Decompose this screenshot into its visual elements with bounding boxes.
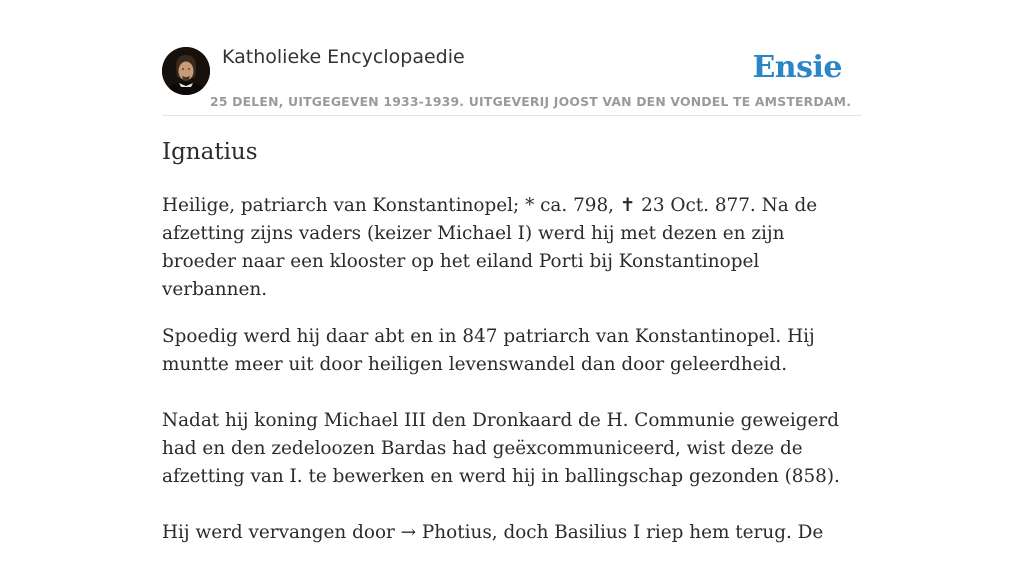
- article-paragraph: Heilige, patriarch van Konstantinopel; * ca. 798, ✝ 23 Oct. 877. Na de afzetting zijns vaders (keizer Michael I) werd hij met dezen en zijn broeder naar een klooster op het eiland Porti bij Konstantinopel verbannen.: [162, 195, 818, 300]
- portrait-avatar-icon: [162, 47, 210, 95]
- ensie-logo-link[interactable]: Ensie: [752, 50, 842, 85]
- source-avatar[interactable]: [162, 47, 210, 95]
- source-subtitle: 25 DELEN, UITGEGEVEN 1933-1939. UITGEVERIJ JOOST VAN DEN VONDEL TE AMSTERDAM.: [210, 94, 852, 109]
- source-title-link[interactable]: Katholieke Encyclopaedie: [222, 46, 465, 68]
- article-paragraph: Hij werd vervangen door → Photius, doch Basilius I riep hem terug. De: [162, 522, 824, 543]
- source-header: [162, 0, 862, 116]
- article-body: [162, 192, 862, 566]
- page-container: [162, 0, 862, 543]
- article-paragraph: Nadat hij koning Michael III den Dronkaard de H. Communie geweigerd had en den zedeloozen Bardas had geëxcommuniceerd, wist deze de afzetting van I. te bewerken en werd hij in ballingschap gezonden (858).: [162, 410, 840, 487]
- page-title: Ignatius: [162, 139, 258, 165]
- article-paragraph: Spoedig werd hij daar abt en in 847 patriarch van Konstantinopel. Hij muntte meer uit door heiligen levenswandel dan door geleerdheid.: [162, 326, 815, 375]
